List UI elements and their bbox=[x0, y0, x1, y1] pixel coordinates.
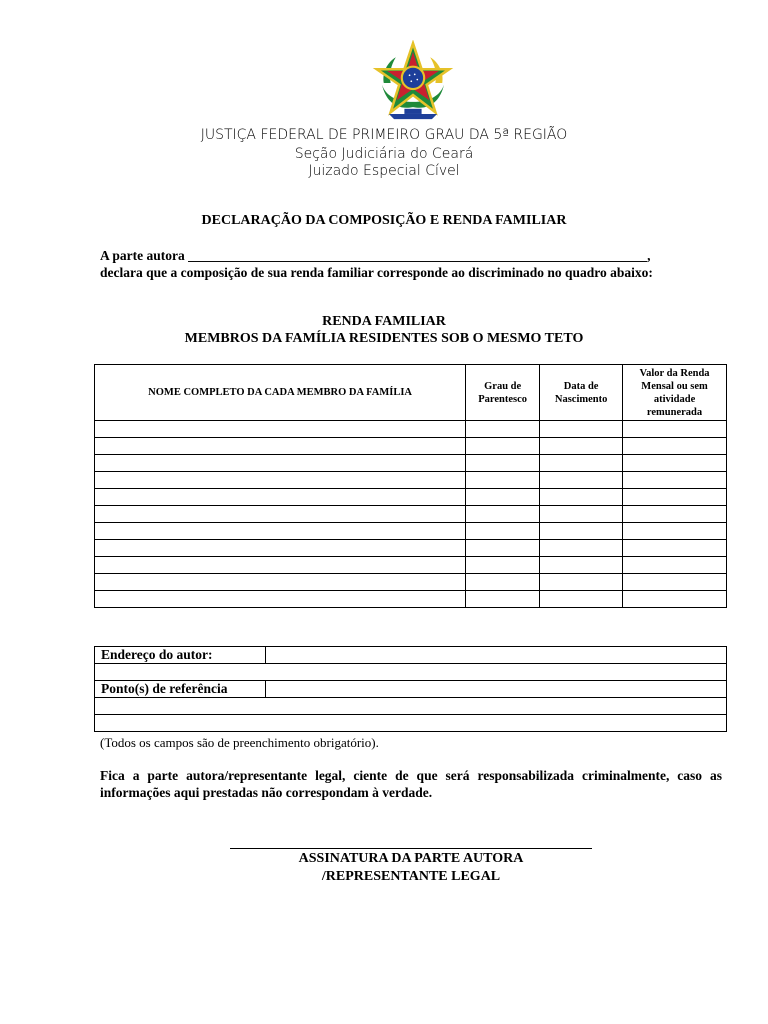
document-title: DECLARAÇÃO DA COMPOSIÇÃO E RENDA FAMILIAR bbox=[201, 213, 567, 228]
signature-line[interactable] bbox=[230, 848, 592, 849]
table-cell[interactable] bbox=[466, 591, 540, 608]
court-name: JUSTIÇA FEDERAL DE PRIMEIRO GRAU DA 5ª REGIÃO bbox=[200, 127, 568, 143]
family-members-table bbox=[94, 364, 727, 608]
table-row bbox=[95, 540, 727, 557]
reference-field[interactable] bbox=[95, 715, 727, 732]
table-cell[interactable] bbox=[466, 489, 540, 506]
signature-label-representative: /REPRESENTANTE LEGAL bbox=[321, 869, 501, 884]
table-cell[interactable] bbox=[540, 557, 623, 574]
section-subtitle: MEMBROS DA FAMÍLIA RESIDENTES SOB O MESMO TETO bbox=[184, 331, 584, 346]
address-row bbox=[95, 647, 727, 664]
table-cell[interactable] bbox=[95, 523, 466, 540]
intro-text: declara que a composição de sua renda familiar corresponde ao discriminado no quadro abaixo: bbox=[100, 265, 653, 280]
table-cell[interactable] bbox=[540, 472, 623, 489]
table-cell[interactable] bbox=[95, 472, 466, 489]
table-cell[interactable] bbox=[95, 574, 466, 591]
table-cell[interactable] bbox=[466, 557, 540, 574]
table-cell[interactable] bbox=[540, 574, 623, 591]
table-cell[interactable] bbox=[466, 523, 540, 540]
table-cell[interactable] bbox=[95, 540, 466, 557]
table-cell[interactable] bbox=[623, 438, 727, 455]
table-cell[interactable] bbox=[623, 421, 727, 438]
address-label: Endereço do autor: bbox=[95, 647, 266, 664]
table-cell[interactable] bbox=[623, 540, 727, 557]
table-cell[interactable] bbox=[540, 591, 623, 608]
table-cell[interactable] bbox=[623, 523, 727, 540]
table-cell[interactable] bbox=[466, 472, 540, 489]
column-header-birth-date: Data de Nascimento bbox=[540, 365, 623, 421]
table-cell[interactable] bbox=[95, 489, 466, 506]
table-cell[interactable] bbox=[466, 574, 540, 591]
table-cell[interactable] bbox=[623, 574, 727, 591]
reference-field[interactable] bbox=[266, 681, 727, 698]
address-field[interactable] bbox=[95, 664, 727, 681]
table-row bbox=[95, 438, 727, 455]
table-cell[interactable] bbox=[466, 506, 540, 523]
table-cell[interactable] bbox=[623, 591, 727, 608]
table-cell[interactable] bbox=[540, 540, 623, 557]
table-row bbox=[95, 455, 727, 472]
criminal-liability-warning: Fica a parte autora/representante legal, ciente de que será responsabilizada criminalmente, caso as informações aqui prestadas não correspondam à verdade. bbox=[100, 768, 722, 800]
table-cell[interactable] bbox=[540, 438, 623, 455]
section-title: RENDA FAMILIAR bbox=[322, 314, 446, 329]
table-cell[interactable] bbox=[466, 455, 540, 472]
table-cell[interactable] bbox=[466, 540, 540, 557]
table-cell[interactable] bbox=[95, 557, 466, 574]
table-cell[interactable] bbox=[540, 455, 623, 472]
table-row bbox=[95, 523, 727, 540]
column-header-relationship: Grau de Parentesco bbox=[466, 365, 540, 421]
table-cell[interactable] bbox=[623, 472, 727, 489]
table-cell[interactable] bbox=[623, 506, 727, 523]
reference-field[interactable] bbox=[95, 698, 727, 715]
table-cell[interactable] bbox=[540, 506, 623, 523]
plaintiff-name-line[interactable]: A parte autora ____________________________________________________________________, bbox=[100, 248, 651, 263]
brazil-coat-of-arms-icon bbox=[370, 40, 456, 126]
table-row bbox=[95, 506, 727, 523]
table-row bbox=[95, 557, 727, 574]
table-cell[interactable] bbox=[540, 421, 623, 438]
table-cell[interactable] bbox=[95, 438, 466, 455]
table-cell[interactable] bbox=[95, 591, 466, 608]
table-cell[interactable] bbox=[540, 489, 623, 506]
table-row bbox=[95, 489, 727, 506]
column-header-name: NOME COMPLETO DA CADA MEMBRO DA FAMÍLIA bbox=[95, 365, 466, 421]
address-table bbox=[94, 646, 727, 732]
reference-label: Ponto(s) de referência bbox=[95, 681, 266, 698]
reference-row bbox=[95, 698, 727, 715]
table-cell[interactable] bbox=[623, 557, 727, 574]
table-cell[interactable] bbox=[466, 421, 540, 438]
table-row bbox=[95, 591, 727, 608]
table-row bbox=[95, 574, 727, 591]
table-row bbox=[95, 472, 727, 489]
signature-label: ASSINATURA DA PARTE AUTORA bbox=[298, 851, 524, 866]
column-header-income: Valor da Renda Mensal ou sem atividade remunerada bbox=[623, 365, 727, 421]
table-header-row bbox=[95, 365, 727, 421]
judicial-section: Seção Judiciária do Ceará bbox=[294, 146, 474, 162]
address-row bbox=[95, 664, 727, 681]
table-cell[interactable] bbox=[540, 523, 623, 540]
table-cell[interactable] bbox=[95, 421, 466, 438]
reference-row bbox=[95, 715, 727, 732]
table-cell[interactable] bbox=[466, 438, 540, 455]
table-row bbox=[95, 421, 727, 438]
address-field[interactable] bbox=[266, 647, 727, 664]
table-cell[interactable] bbox=[623, 455, 727, 472]
court-division: Juizado Especial Cível bbox=[308, 163, 460, 179]
mandatory-fields-note: (Todos os campos são de preenchimento obrigatório). bbox=[100, 735, 379, 750]
table-cell[interactable] bbox=[95, 455, 466, 472]
table-cell[interactable] bbox=[623, 489, 727, 506]
table-cell[interactable] bbox=[95, 506, 466, 523]
reference-row bbox=[95, 681, 727, 698]
intro-paragraph bbox=[100, 247, 722, 281]
